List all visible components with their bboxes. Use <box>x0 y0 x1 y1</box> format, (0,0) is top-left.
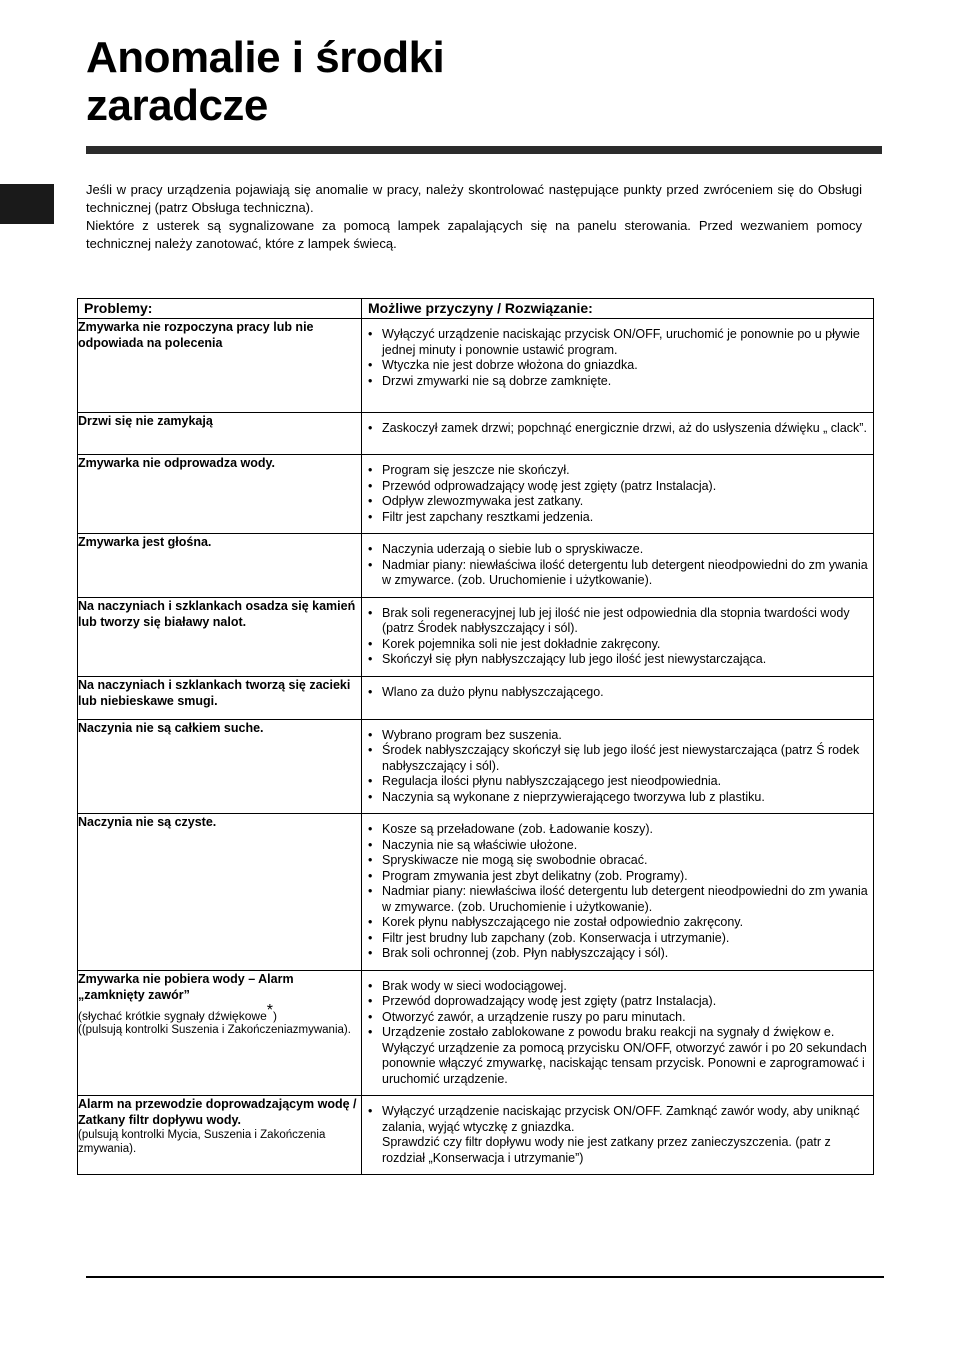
table-body <box>78 319 874 1175</box>
table-row <box>78 597 874 676</box>
solution-item: • Filtr jest brudny lub zapchany (zob. Konserwacja i utrzymanie). <box>368 931 868 947</box>
solution-cell <box>362 676 874 719</box>
intro-paragraph-1: Jeśli w pracy urządzenia pojawiają się anomalie w pracy, należy skontrolować następujące punkty przed zwróceniem się do Obsługi technicznej (patrz Obsługa techniczna). <box>86 182 862 215</box>
problem-text-line-2: „zamknięty zawór” <box>78 987 190 1002</box>
solution-item: • Odpływ zlewozmywaka jest zatkany. <box>368 494 868 510</box>
problem-title <box>78 319 361 351</box>
problem-indicator-note: ((pulsują kontrolki Suszenia i Zakończeniazmywania). <box>78 1023 351 1036</box>
problem-sound-note <box>78 1001 361 1023</box>
table-row <box>78 970 874 1096</box>
solution-item-continuation: Sprawdzić czy filtr dopływu wody nie jest zatkany przez zanieczyszczenia. (patr z rozdział „Konserwacja i utrzymanie”) <box>382 1135 831 1165</box>
solution-cell <box>362 1096 874 1175</box>
solution-item: • Filtr jest zapchany resztkami jedzenia. <box>368 510 868 526</box>
problem-text: Zmywarka jest głośna. <box>78 535 212 549</box>
problem-title <box>78 455 361 471</box>
solution-item: • Program zmywania jest zbyt delikatny (zob. Programy). <box>368 869 868 885</box>
solution-list <box>362 413 873 445</box>
solution-cell <box>362 597 874 676</box>
problem-title <box>78 598 361 630</box>
problem-cell <box>78 814 362 971</box>
table-row <box>78 319 874 413</box>
problem-cell <box>78 319 362 413</box>
problem-cell <box>78 719 362 814</box>
problem-title <box>78 413 361 429</box>
problem-title <box>78 1096 361 1128</box>
solution-item: • Zaskoczył zamek drzwi; popchnąć energicznie drzwi, aż do usłyszenia dźwięku „ clack”. <box>368 421 868 437</box>
solution-item: • Drzwi zmywarki nie są dobrze zamknięte. <box>368 374 868 390</box>
table-header-row <box>78 299 874 319</box>
solution-list <box>362 1096 873 1174</box>
table-row <box>78 534 874 598</box>
solution-item: • Skończył się płyn nabłyszczający lub jego ilość jest niewystarczająca. <box>368 652 868 668</box>
problem-cell <box>78 413 362 455</box>
solution-item: • Wyłączyć urządzenie naciskając przycisk ON/OFF, uruchomić je ponownie po u pływie jednej minuty i ponownie ustawić program. <box>368 327 868 358</box>
problem-title <box>78 534 361 550</box>
problem-cell <box>78 1096 362 1175</box>
solution-cell <box>362 719 874 814</box>
solution-cell <box>362 455 874 534</box>
solution-list <box>362 720 873 814</box>
solution-item: • Regulacja ilości płynu nabłyszczającego jest nieodpowiednia. <box>368 774 868 790</box>
table-row <box>78 814 874 971</box>
troubleshooting-table <box>77 298 874 1175</box>
title-divider <box>86 146 882 154</box>
problem-text: Drzwi się nie zamykają <box>78 414 213 428</box>
table-row <box>78 455 874 534</box>
solution-item: • Kosze są przeładowane (zob. Ładowanie koszy). <box>368 822 868 838</box>
problem-cell <box>78 455 362 534</box>
problem-text: Zmywarka nie rozpoczyna pracy lub nie odpowiada na polecenia <box>78 320 314 350</box>
solution-item: • Przewód doprowadzający wodę jest zgięty (patrz Instalacja). <box>368 994 868 1010</box>
problem-title <box>78 677 361 709</box>
solution-cell <box>362 814 874 971</box>
solution-list <box>362 814 873 970</box>
solution-cell <box>362 970 874 1096</box>
solution-item: • Otworzyć zawór, a urządzenie ruszy po paru minutach. <box>368 1010 868 1026</box>
problem-cell <box>78 534 362 598</box>
solution-list <box>362 598 873 676</box>
page-title <box>86 34 444 130</box>
problem-title <box>78 720 361 736</box>
solution-list <box>362 319 873 397</box>
solution-item: • Urządzenie zostało zablokowane z powodu braku reakcji na sygnały d źwiękow e. Wyłączyć urządzenie za pomocą przycisku ON/OFF, otworzyć zawór i po 20 sekundach ponownie włączyć zmywarkę, naciskając tensam przycisk. Ponowni e zaprogramować i uruchomić urządzenie. <box>368 1025 868 1087</box>
table-row <box>78 1096 874 1175</box>
intro-paragraph-2: Niektóre z usterek są sygnalizowane za pomocą lampek zapalających się na panelu sterowania. Przed wezwaniem pomocy technicznej należy zanotować, które z lampek świecą. <box>86 218 862 251</box>
page-title-line-1: Anomalie i środki <box>86 33 445 82</box>
solution-item: • Środek nabłyszczający skończył się lub jego ilość jest niewystarczająca (patrz Ś rodek nabłyszczający i sól). <box>368 743 868 774</box>
solution-cell <box>362 319 874 413</box>
solution-item: • Wyłączyć urządzenie naciskając przycisk ON/OFF. Zamknąć zawór wody, aby uniknąć zalania, wyjąć wtyczkę z gniazdka. <box>368 1104 868 1135</box>
solution-item: • Naczynia są wykonane z nieprzywierającego tworzywa lub z plastiku. <box>368 790 868 806</box>
solution-item: • Brak wody w sieci wodociągowej. <box>368 979 868 995</box>
problem-text: Alarm na przewodzie doprowadzającym wodę / Zatkany filtr dopływu wody. <box>78 1097 357 1127</box>
problem-text: Naczynia nie są całkiem suche. <box>78 720 264 735</box>
solution-item: • Przewód odprowadzający wodę jest zgięty (patrz Instalacja). <box>368 479 868 495</box>
header-solutions: Możliwe przyczyny / Rozwiązanie: <box>362 299 874 319</box>
solution-item: • Wybrano program bez suszenia. <box>368 728 868 744</box>
intro-text <box>86 181 862 253</box>
problem-text: Na naczyniach i szklankach osadza się kamień lub tworzy się białawy nalot. <box>78 598 356 629</box>
solution-item: • Korek płynu nabłyszczającego nie został odpowiednio zakręcony. <box>368 915 868 931</box>
solution-item: • Wtyczka nie jest dobrze włożona do gniazdka. <box>368 358 868 374</box>
problem-title <box>78 971 361 1003</box>
solution-list <box>362 534 873 597</box>
solution-item: • Nadmiar piany: niewłaściwa ilość detergentu lub detergent nieodpowiedni do zm ywania w zmywarce. (zob. Uruchomienie i użytkowanie). <box>368 558 868 589</box>
solution-item: • Nadmiar piany: niewłaściwa ilość detergentu lub detergent nieodpowiedni do zm ywania w zmywarce. (zob. Uruchomienie i użytkowanie). <box>368 884 868 915</box>
solution-item: • Korek pojemnika soli nie jest dokładnie zakręcony. <box>368 637 868 653</box>
problem-text: Na naczyniach i szklankach tworzą się zacieki lub niebieskawe smugi. <box>78 677 351 708</box>
table-row <box>78 413 874 455</box>
problem-text: Zmywarka nie pobiera wody – Alarm <box>78 971 294 986</box>
page-title-line-2: zaradcze <box>86 81 268 130</box>
solution-item: • Naczynia uderzają o siebie lub o spryskiwacze. <box>368 542 868 558</box>
solution-item: • Wlano za dużo płynu nabłyszczającego. <box>368 685 868 701</box>
solution-list <box>362 971 873 1096</box>
solution-cell <box>362 413 874 455</box>
footer-divider <box>86 1276 884 1278</box>
sound-note-end: ) <box>272 1008 277 1023</box>
problem-title <box>78 814 361 830</box>
problem-indicator-note: (pulsują kontrolki Mycia, Suszenia i Zakończenia zmywania). <box>78 1129 326 1155</box>
problem-text: Naczynia nie są czyste. <box>78 815 217 829</box>
section-tab-marker <box>0 184 54 224</box>
problem-text: Zmywarka nie odprowadza wody. <box>78 456 276 470</box>
solution-list <box>362 677 873 709</box>
solution-cell <box>362 534 874 598</box>
solution-item: • Brak soli ochronnej (zob. Płyn nabłyszczający i sól). <box>368 946 868 962</box>
solution-item: • Brak soli regeneracyjnej lub jej ilość nie jest odpowiednia dla stopnia twardości wody (patrz Środek nabłyszczający i sól). <box>368 606 868 637</box>
problem-cell <box>78 597 362 676</box>
footnote-mark: * <box>266 1001 273 1019</box>
problem-cell <box>78 970 362 1096</box>
table-row <box>78 676 874 719</box>
solution-item: • Spryskiwacze nie mogą się swobodnie obracać. <box>368 853 868 869</box>
solution-list <box>362 455 873 533</box>
sound-note-text: (słychać krótkie sygnały dźwiękowe <box>78 1008 267 1023</box>
table-row <box>78 719 874 814</box>
solution-item: • Program się jeszcze nie skończył. <box>368 463 868 479</box>
solution-item: • Naczynia nie są właściwie ułożone. <box>368 838 868 854</box>
header-problems: Problemy: <box>78 299 362 319</box>
problem-cell <box>78 676 362 719</box>
